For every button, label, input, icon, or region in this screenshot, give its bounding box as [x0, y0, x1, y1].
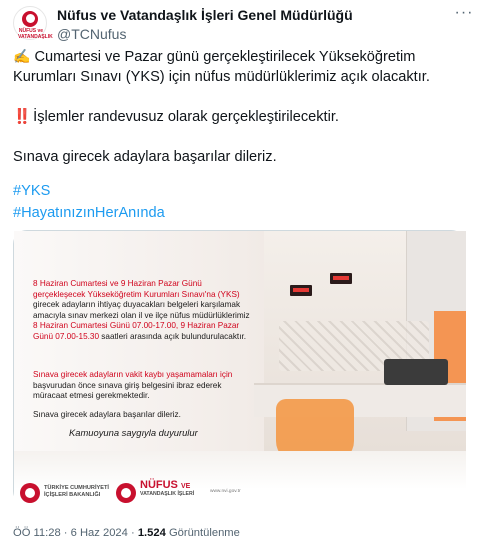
notice-block-hours: [33, 279, 255, 343]
views-count: 1.524: [137, 527, 166, 539]
views-label: Görüntülenme: [168, 527, 240, 539]
hashtag-hayatinizinheraninda[interactable]: #HayatınızınHerAnında: [13, 205, 165, 221]
tweet-date[interactable]: 6 Haz 2024: [70, 527, 128, 539]
tweet-paragraph-2: [13, 107, 473, 127]
ministry-logo-icon: [20, 483, 40, 503]
ministry-logo-text: TÜRKİYE CUMHURİYETİ İÇİŞLERİ BAKANLIĞI: [44, 485, 109, 498]
tweet-media-image[interactable]: [13, 230, 465, 505]
notice-document-instruction: başvurudan önce sınava giriş belgesini ibraz ederek müracaat etmesi gerekmektedir.: [33, 380, 222, 401]
nvi-logo-icon: [116, 483, 136, 503]
paragraph-1-text: Cumartesi ve Pazar günü gerçekleştirilecek Yükseköğretim Kurumları Sınavı (YKS) için nüfus müdürlüklerimiz açık olacaktır.: [13, 49, 430, 85]
paragraph-2-text: İşlemler randevusuz olarak gerçekleştirilecektir.: [33, 109, 339, 125]
more-options-icon[interactable]: ···: [454, 4, 474, 21]
tweet-paragraph-1: [13, 46, 473, 87]
nvi-website: www.nvi.gov.tr: [210, 489, 241, 494]
nvi-logo-title-suffix: VE: [180, 483, 191, 490]
display-name[interactable]: Nüfus ve Vatandaşlık İşleri Genel Müdürlüğü: [57, 7, 353, 23]
tweet-header: [13, 4, 477, 44]
avatar-caption: NÜFUS ve VATANDAŞLIK: [18, 28, 53, 40]
notice-exam-title: 8 Haziran Cumartesi ve 9 Haziran Pazar Günü gerçekleşecek Yükseköğretim Kurumları Sınavı'na (YKS): [33, 279, 240, 299]
queue-display-icon: [330, 273, 352, 284]
notice-hours: 8 Haziran Cumartesi Günü 07.00-17.00, 9 Haziran Pazar Günü 07.00-15.30: [33, 321, 240, 341]
handle[interactable]: @TCNufus: [57, 26, 127, 42]
double-exclamation-icon: ‼️: [13, 109, 30, 125]
tweet-paragraph-3: Sınava girecek adaylara başarılar dileriz.: [13, 149, 277, 165]
meta-separator: ·: [130, 527, 135, 539]
meta-separator: ·: [63, 527, 68, 539]
hashtag-list: [13, 180, 473, 224]
hashtag-yks[interactable]: #YKS: [13, 183, 51, 199]
nvi-logo-subtitle: VATANDAŞLIK İŞLERİ: [140, 491, 195, 497]
notice-block-documents: [33, 370, 255, 402]
tweet-meta: [13, 526, 240, 540]
notice-signature: Kamuoyuna saygıyla duyurulur: [69, 427, 198, 438]
writing-hand-icon: ✍️: [13, 48, 31, 64]
printer-icon: [384, 359, 448, 385]
notice-warning: Sınava girecek adayların vakit kaybı yaşamamaları için: [33, 370, 233, 379]
avatar[interactable]: [13, 6, 53, 40]
nvi-logo-title-main: NÜFUS: [140, 479, 178, 491]
tweet-time[interactable]: ÖÖ 11:28: [13, 527, 61, 539]
queue-display-icon: [290, 285, 312, 296]
nvi-logo-icon: [22, 11, 38, 27]
notice-purpose: girecek adayların ihtiyaç duyacakları belgeleri karşılamak amacıyla sınav merkezi olan il ve ilçe nüfus müdürlüklerimiz: [33, 300, 250, 320]
notice-good-luck: Sınava girecek adaylara başarılar dileriz.: [33, 410, 181, 419]
name-block: [57, 6, 353, 43]
notice-open-statement: saatleri arasında açık bulundurulacaktır.: [101, 331, 247, 341]
